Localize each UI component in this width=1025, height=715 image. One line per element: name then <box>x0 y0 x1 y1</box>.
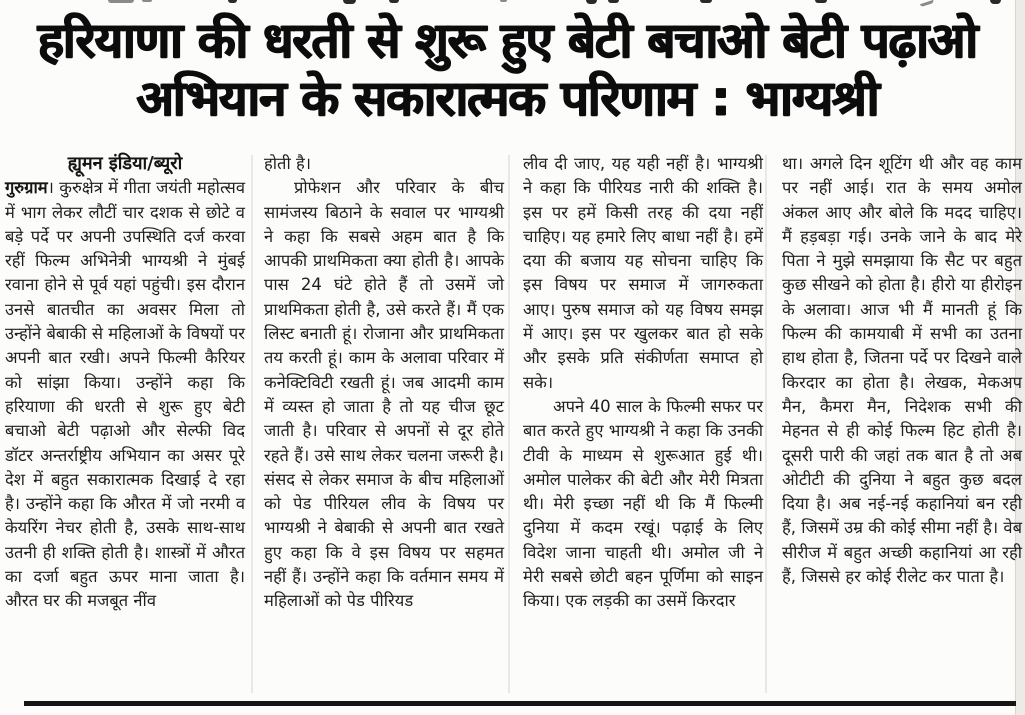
bottom-rule <box>24 701 1016 706</box>
paragraph: अपने 40 साल के फिल्मी सफर पर बात करते हुए भाग्यश्री ने कहा कि उनकी टीवी के माध्यम से शुरूआत हुई थी। अमोल पालेकर की बेटी और मेरी मित्रता थी। मेरी इच्छा नहीं थी कि मैं फिल्मी दुनिया में कदम रखूं। पढ़ाई के लिए विदेश जाना चाहती थी। अमोल जी ने मेरी सबसे छोटी बहन पूर्णिमा को साइन किया। एक लड़की का उसमें किरदार <box>523 396 763 611</box>
article-column-1 <box>5 152 245 614</box>
paragraph <box>5 176 245 613</box>
paragraph: प्रोफेशन और परिवार के बीच सामंजस्य बिठाने के सवाल पर भाग्यश्री ने कहा कि सबसे अहम बात है कि आपकी प्राथमिकता क्या होती है। आपके पास 24 घंटे होते हैं तो उसमें जो प्राथमिकता होती है, उसे करते हैं। मैं एक लिस्ट बनाती हूं। रोजाना और प्राथमिकता तय करती हूं। काम के अलावा परिवार में कनेक्टिविटी रखती हूं। जब आदमी काम में व्यस्त हो जाता है तो यह चीज छूट जाती है। परिवार से अपनों से दूर होते रहते हैं। उसे साथ लेकर चलना जरूरी है। संसद से लेकर समाज के बीच महिलाओं को पेड पीरियल लीव के विषय पर भाग्यश्री ने बेबाकी से अपनी बात रखते हुए कहा कि वे इस विषय पर सहमत नहीं हैं। उन्होंने कहा कि वर्तमान समय में महिलाओं को पेड पीरियड <box>264 178 504 611</box>
headline-line-1: हरियाणा की धरती से शुरू हुए बेटी बचाओ बेटी पढ़ाओ <box>37 12 978 69</box>
paragraph: लीव दी जाए, यह यही नहीं है। भाग्यश्री ने कहा कि पीरियड नारी की शक्ति है। इस पर हमें किसी तरह की दया नहीं चाहिए। यह हमारे लिए बाधा नहीं है। हमें दया की बजाय यह सोचना चाहिए कि इस विषय पर समाज में जागरुकता आए। पुरुष समाज को यह विषय समझ में आए। इस पर खुलकर बात हो सके और इसके प्रति संकीर्णता समाप्त हो सके। <box>523 154 763 392</box>
headline <box>0 12 1015 128</box>
column-separator <box>765 155 767 693</box>
paragraph: था। अगले दिन शूटिंग थी और वह काम पर नहीं आई। रात के समय अमोल अंकल आए और बोले कि मदद चाहिए। मैं हड़बड़ा गई। उनके जाने के बाद मेरे पिता ने मुझे समझाया कि सैट पर बहुत कुछ सीखने को होता है। हीरो या हीरोइन के अलावा। आज भी मैं मानती हूं कि फिल्म की कामयाबी में सभी का उतना हाथ होता है, जितना पर्दे पर दिखने वाले किरदार का होता है। लेखक, मेकअप मैन, कैमरा मैन, निदेशक सभी की मेहनत से ही कोई फिल्म हिट होती है। दूसरी पारी की जहां तक बात है तो अब ओटीटी की दुनिया ने बहुत कुछ बदल दिया है। अब नई-नई कहानियां बन रही हैं, जिसमें उम्र की कोई सीमा नहीं है। वेब सीरीज में बहुत अच्छी कहानियां आ रही हैं, जिससे हर कोई रीलेट कर पाता है। <box>782 154 1022 587</box>
headline-line-2: अभियान के सकारात्मक परिणाम : भाग्यश्री <box>136 70 879 127</box>
byline: ह्यूमन इंडिया/ब्यूरो <box>67 153 183 174</box>
paragraph-text: । कुरुक्षेत्र में गीता जयंती महोत्सव में भाग लेकर लौटीं चार दशक से छोटे व बड़े पर्दे पर अपनी उपस्थिति दर्ज करवा रहीं फिल्म अभिनेत्री भाग्यश्री ने मुंबई रवाना होने से पूर्व यहां पहुंची। इस दौरान उनसे बातचीत का अवसर मिला तो उन्होंने बेबाकी से महिलाओं के विषयों पर अपनी बात रखी। अपने फिल्मी कैरियर को सांझा किया। उन्होंने कहा कि हरियाणा की धरती से शुरू हुए बेटी बचाओ बेटी पढ़ाओ और सेल्फी विद डॉटर अन्तर्राष्ट्रीय अभियान का असर पूरे देश में बहुत सकारात्मक दिखाई दे रहा है। उन्होंने कहा कि औरत में जो नरमी व केयरिंग नेचर होती है, उसके साथ-साथ उतनी ही शक्ति होती है। शास्त्रों में औरत का दर्जा बहुत ऊपर माना जाता है। औरत घर की मजबूत नींव <box>5 178 245 611</box>
article-column-3 <box>523 152 763 614</box>
column-separator <box>508 155 510 693</box>
dateline: गुरुग्राम <box>5 178 48 198</box>
article-column-4 <box>782 152 1022 614</box>
article-column-2 <box>264 152 504 614</box>
column-separator <box>251 155 253 693</box>
paragraph: होती है। <box>264 154 311 173</box>
